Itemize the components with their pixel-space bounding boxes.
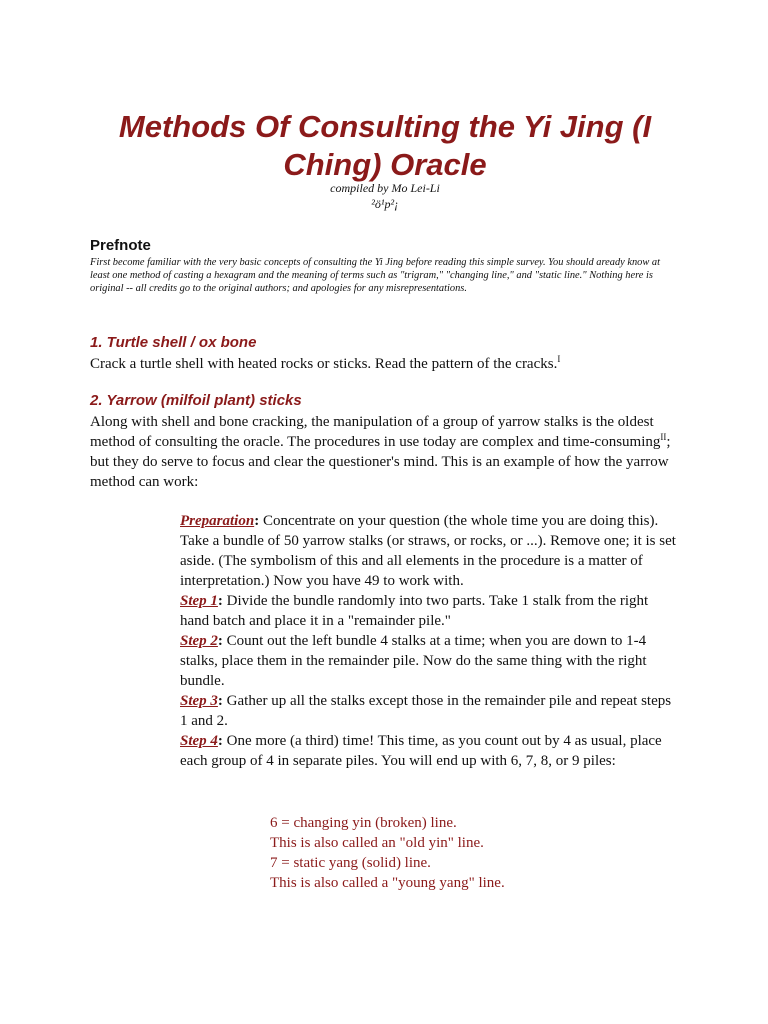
step-preparation — [180, 511, 680, 591]
step-text: Gather up all the stalks except those in the remainder pile and repeat steps 1 and 2. — [180, 693, 672, 729]
result-line: 6 = changing yin (broken) line. — [270, 815, 457, 831]
pile-results-list — [270, 813, 670, 893]
section-turtle-shell-body: Crack a turtle shell with heated rocks or sticks. Read the pattern of the cracks. — [90, 356, 558, 372]
step-colon: : — [217, 733, 223, 749]
step-2 — [180, 631, 680, 691]
section-turtle-shell-text — [90, 354, 680, 374]
footnote-marker-1: I — [557, 354, 561, 364]
step-4 — [180, 731, 680, 771]
step-label: Step 1 — [180, 593, 218, 609]
step-text: Count out the left bundle 4 stalks at a time; when you are down to 1-4 stalks, place them in the remainder pile. Now do the same thing with the right bundle. — [180, 633, 647, 689]
result-line: This is also called a "young yang" line. — [270, 875, 505, 891]
section-yarrow-body-a: Along with shell and bone cracking, the manipulation of a group of yarrow stalks is the oldest method of consulting the oracle. The procedures in use today are complex and time-consuming — [90, 414, 661, 450]
section-yarrow-body-b: ; but they do serve to focus and clear the questioner's mind. This is an example of how the yarrow method can work: — [90, 434, 671, 490]
step-colon: : — [217, 593, 223, 609]
section-yarrow-heading: 2. Yarrow (milfoil plant) sticks — [90, 392, 302, 409]
prefnote-heading: Prefnote — [90, 237, 151, 254]
step-colon: : — [217, 633, 223, 649]
step-label: Step 3 — [180, 693, 218, 709]
result-line: This is also called an "old yin" line. — [270, 835, 484, 851]
section-yarrow-text — [90, 412, 680, 492]
prefnote-text: First become familiar with the very basic concepts of consulting the Yi Jing before reading this simple survey. You should aready know at least one method of casting a hexagram and the meaning of terms such as "trigram," "changing line," and "static line." Nothing here is original -- all credits go to the original authors; and apologies for any misrepresentations. — [90, 257, 660, 294]
step-3 — [180, 691, 680, 731]
step-label: Step 2 — [180, 633, 218, 649]
step-text: One more (a third) time! This time, as you count out by 4 as usual, place each group of 4 in separate piles. You will end up with 6, 7, 8, or 9 piles: — [180, 733, 662, 769]
footnote-marker-2: II — [660, 432, 667, 442]
step-1 — [180, 591, 680, 631]
page-title: Methods Of Consulting the Yi Jing (I Ching) Oracle — [118, 109, 652, 182]
section-turtle-shell-heading: 1. Turtle shell / ox bone — [90, 334, 257, 351]
step-label: Preparation — [180, 513, 255, 529]
yarrow-procedure-steps — [180, 511, 680, 771]
step-text: Divide the bundle randomly into two parts. Take 1 stalk from the right hand batch and place it in a "remainder pile." — [180, 593, 649, 629]
garbled-symbol-line: ²ö¹p²¡ — [371, 197, 399, 211]
result-line: 7 = static yang (solid) line. — [270, 855, 431, 871]
compiled-by-line: compiled by Mo Lei-Li — [330, 181, 440, 195]
step-colon: : — [254, 513, 260, 529]
step-label: Step 4 — [180, 733, 218, 749]
step-text: Concentrate on your question (the whole time you are doing this). Take a bundle of 50 yarrow stalks (or straws, or rocks, or ...). Remove one; it is set aside. (The symbolism of this and all elements in the procedure is a matter of interpretation.) Now you have 49 to work with. — [180, 513, 676, 589]
step-colon: : — [217, 693, 223, 709]
